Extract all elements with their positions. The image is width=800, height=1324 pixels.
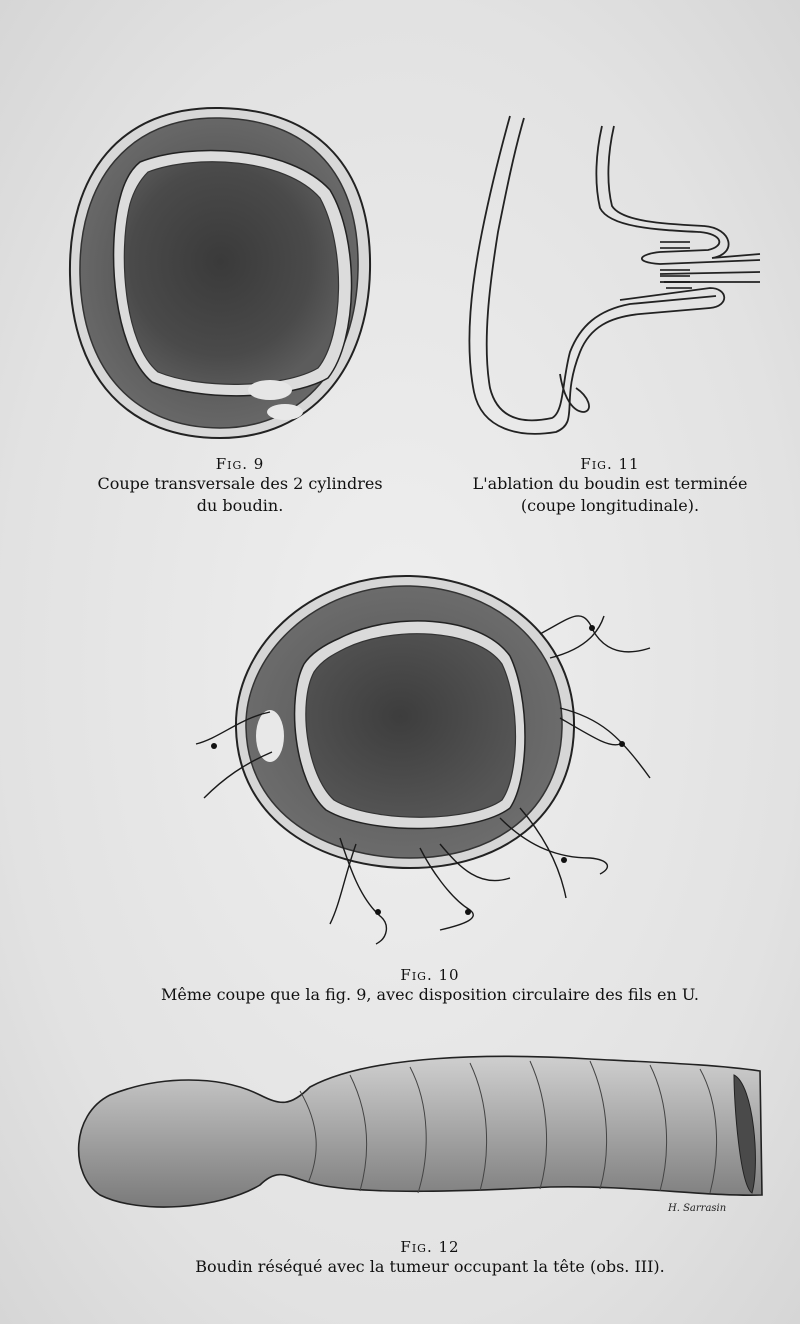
figure-12-caption xyxy=(80,1238,780,1278)
figure-10-caption xyxy=(80,966,780,1006)
figure-11-caption-line-1: L'ablation du boudin est terminée xyxy=(472,474,748,493)
figure-11-caption-line-2: (coupe longitudinale). xyxy=(520,496,700,515)
figure-10-label: Fig. 10 xyxy=(400,966,460,984)
figure-9-caption xyxy=(70,455,410,517)
figure-9-illustration xyxy=(60,100,380,450)
figure-9-caption-line-2: du boudin. xyxy=(196,496,284,515)
figure-11-caption xyxy=(440,455,780,517)
figure-12-illustration xyxy=(70,1045,770,1225)
figure-9-label: Fig. 9 xyxy=(215,455,265,473)
figure-10-illustration xyxy=(180,568,660,948)
figure-10-caption-line-1: Même coupe que la fig. 9, avec disposition circulaire des fils en U. xyxy=(160,985,699,1004)
figure-9-caption-line-1: Coupe transversale des 2 cylindres xyxy=(97,474,383,493)
figure-11-label: Fig. 11 xyxy=(580,455,640,473)
figure-12-signature: H. Sarrasin xyxy=(668,1203,727,1214)
figure-12-caption-line-1: Boudin réséqué avec la tumeur occupant la tête (obs. III). xyxy=(195,1257,665,1276)
figure-12-label: Fig. 12 xyxy=(400,1238,460,1256)
figure-11-illustration xyxy=(460,112,770,442)
